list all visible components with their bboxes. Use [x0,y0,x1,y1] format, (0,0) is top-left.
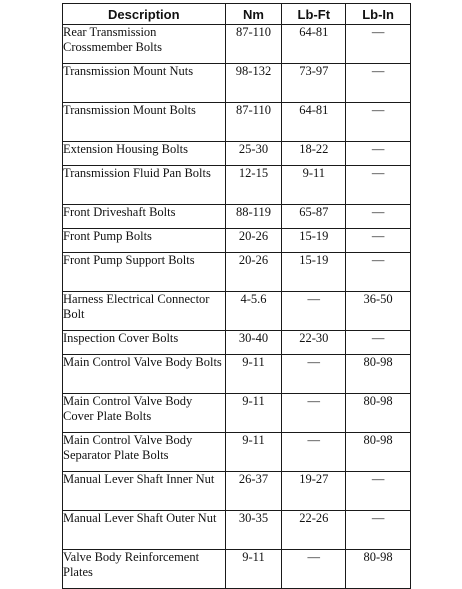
cell-lb-ft: 19-27 [282,472,346,511]
cell-nm: 9-11 [225,394,282,433]
cell-lb-ft: 15-19 [282,253,346,292]
cell-lb-ft: 22-30 [282,331,346,355]
cell-lb-in: — [346,103,411,142]
cell-description: Front Pump Bolts [63,229,226,253]
cell-lb-ft: — [282,292,346,331]
cell-description: Front Driveshaft Bolts [63,205,226,229]
cell-nm: 98-132 [225,64,282,103]
table-row [63,166,411,205]
table-row [63,64,411,103]
cell-lb-ft: 18-22 [282,142,346,166]
cell-lb-in: — [346,142,411,166]
cell-nm: 25-30 [225,142,282,166]
cell-nm: 87-110 [225,25,282,64]
cell-lb-ft: 9-11 [282,166,346,205]
cell-nm: 88-119 [225,205,282,229]
cell-description: Valve Body Reinforcement Plates [63,550,226,589]
cell-lb-in: — [346,472,411,511]
table-row [63,205,411,229]
table-row [63,229,411,253]
cell-nm: 20-26 [225,253,282,292]
cell-lb-in: — [346,511,411,550]
header-description: Description [63,4,226,25]
cell-description: Manual Lever Shaft Inner Nut [63,472,226,511]
table-row [63,511,411,550]
table-row [63,331,411,355]
table-row [63,355,411,394]
cell-lb-ft: — [282,550,346,589]
torque-spec-table [62,3,411,589]
cell-lb-ft: 22-26 [282,511,346,550]
cell-nm: 30-35 [225,511,282,550]
cell-description: Inspection Cover Bolts [63,331,226,355]
cell-nm: 9-11 [225,550,282,589]
cell-nm: 26-37 [225,472,282,511]
cell-description: Transmission Mount Bolts [63,103,226,142]
cell-description: Extension Housing Bolts [63,142,226,166]
cell-lb-ft: 73-97 [282,64,346,103]
cell-lb-ft: — [282,394,346,433]
cell-lb-in: — [346,229,411,253]
cell-description: Main Control Valve Body Cover Plate Bolts [63,394,226,433]
cell-lb-in: — [346,205,411,229]
table-row [63,472,411,511]
cell-lb-in: — [346,25,411,64]
cell-lb-in: — [346,64,411,103]
table-row [63,142,411,166]
cell-lb-ft: 64-81 [282,103,346,142]
cell-nm: 30-40 [225,331,282,355]
cell-description: Rear Transmission Crossmember Bolts [63,25,226,64]
cell-nm: 4-5.6 [225,292,282,331]
cell-description: Harness Electrical Connector Bolt [63,292,226,331]
cell-description: Main Control Valve Body Bolts [63,355,226,394]
cell-lb-ft: 64-81 [282,25,346,64]
cell-nm: 87-110 [225,103,282,142]
cell-lb-in: — [346,166,411,205]
header-nm: Nm [225,4,282,25]
cell-lb-in: 80-98 [346,433,411,472]
table-row [63,394,411,433]
cell-lb-in: — [346,331,411,355]
cell-nm: 12-15 [225,166,282,205]
cell-description: Transmission Mount Nuts [63,64,226,103]
cell-lb-in: 36-50 [346,292,411,331]
cell-nm: 9-11 [225,433,282,472]
cell-description: Transmission Fluid Pan Bolts [63,166,226,205]
cell-nm: 9-11 [225,355,282,394]
table-row [63,550,411,589]
table-row [63,103,411,142]
cell-nm: 20-26 [225,229,282,253]
table-row [63,25,411,64]
cell-description: Main Control Valve Body Separator Plate Bolts [63,433,226,472]
cell-lb-ft: 65-87 [282,205,346,229]
header-lb-in: Lb-In [346,4,411,25]
cell-lb-in: 80-98 [346,394,411,433]
table-header-row [63,4,411,25]
cell-lb-ft: — [282,355,346,394]
header-lb-ft: Lb-Ft [282,4,346,25]
cell-lb-in: 80-98 [346,355,411,394]
table-row [63,433,411,472]
cell-description: Front Pump Support Bolts [63,253,226,292]
cell-lb-in: 80-98 [346,550,411,589]
cell-description: Manual Lever Shaft Outer Nut [63,511,226,550]
table-row [63,292,411,331]
cell-lb-ft: 15-19 [282,229,346,253]
table-row [63,253,411,292]
cell-lb-in: — [346,253,411,292]
cell-lb-ft: — [282,433,346,472]
